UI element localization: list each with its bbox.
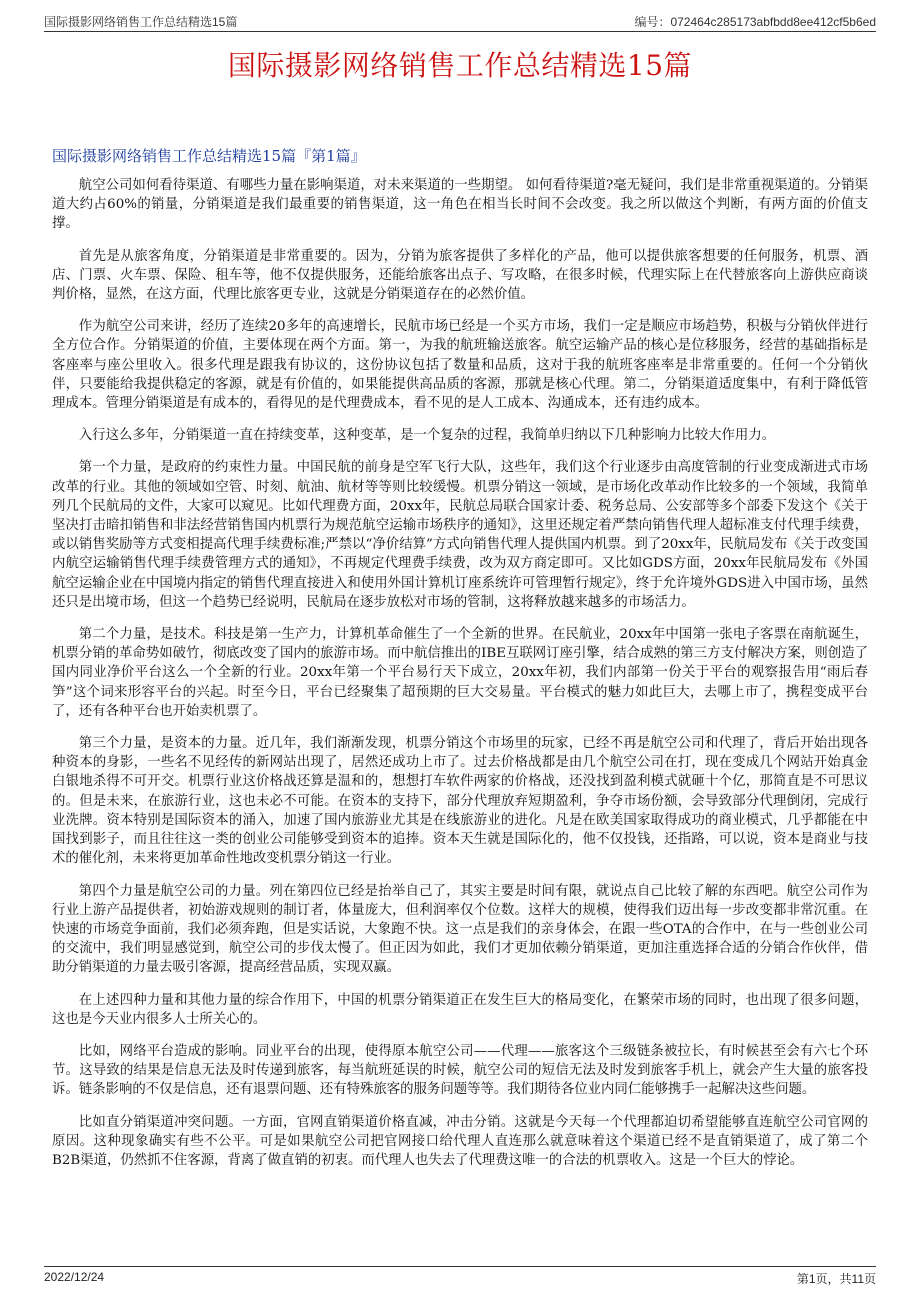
page-header	[44, 14, 876, 30]
paragraph: 航空公司如何看待渠道、有哪些力量在影响渠道，对未来渠道的一些期望。 如何看待渠道?毫无疑问，我们是非常重视渠道的。分销渠道大约占60%的销量，分销渠道是我们最重要的销售渠道，这一角色在相当长时间不会改变。我之所以做这个判断，有两方面的价值支撑。	[52, 178, 868, 232]
paragraph: 在上述四种力量和其他力量的综合作用下，中国的机票分销渠道正在发生巨大的格局变化，在繁荣市场的同时，也出现了很多问题，这也是今天业内很多人士所关心的。	[52, 992, 868, 1027]
paragraph: 第四个力量是航空公司的力量。列在第四位已经是抬举自己了，其实主要是时间有限，就说点自己比较了解的东西吧。航空公司作为行业上游产品提供者，初始游戏规则的制订者，体量庞大，但利润率仅个位数。这样大的规模，使得我们迈出每一步改变都非常沉重。在快速的市场竞争面前，我们必须奔跑，但是实话说，大象跑不快。这一点是我们的亲身体会，在跟一些OTA的合作中，在与一些创业公司的交流中，我们明显感觉到，航空公司的步伐太慢了。但正因为如此，我们才更加依赖分销渠道，更加注重选择合适的分销合作伙伴，借助分销渠道的力量去吸引客源，提高经营品质，实现双赢。	[52, 883, 868, 976]
paragraph: 首先是从旅客角度，分销渠道是非常重要的。因为，分销为旅客提供了多样化的产品，他可以提供旅客想要的任何服务，机票、酒店、门票、火车票、保险、租车等，他不仅提供服务，还能给旅客出点子、写攻略，在很多时候，代理实际上在代替旅客向上游供应商谈判价格，显然，在这方面，代理比旅客更专业，这就是分销渠道存在的必然价值。	[52, 248, 868, 303]
paragraph: 作为航空公司来讲，经历了连续20多年的高速增长，民航市场已经是一个买方市场，我们一定是顺应市场趋势，积极与分销伙伴进行全方位合作。分销渠道的价值，主要体现在两个方面。第一，为我的航班输送旅客。航空运输产品的核心是位移服务，经营的基础指标是客座率与座公里收入。很多代理是跟我有协议的，这份协议包括了数量和品质，这对于我的航班客座率是非常重要的。任何一个分销伙伴，只要能给我提供稳定的客源，就是有价值的，如果能提供高品质的客源，那就是核心代理。第二，分销渠道适度集中，有利于降低管理成本。管理分销渠道是有成本的，看得见的是代理费成本，看不见的是人工成本、沟通成本，还有违约成本。	[52, 319, 868, 412]
header-divider	[44, 31, 876, 32]
footer-date: 2022/12/24	[44, 1270, 105, 1284]
paragraph: 第一个力量，是政府的约束性力量。中国民航的前身是空军飞行大队，这些年，我们这个行业逐步由高度管制的行业变成渐进式市场改革的行业。其他的领域如空管、时刻、航油、航材等等则比较缓慢。机票分销这一领域，是市场化改革动作比较多的一个领域，我简单列几个民航局的文件，大家可以窥见。比如代理费方面，20xx年，民航总局联合国家计委、税务总局、公安部等多个部委下发这个《关于坚决打击暗扣销售和非法经营销售国内机票行为规范航空运输市场秩序的通知》，这里还规定着严禁向销售代理人超标准支付代理手续费，或以销售奖励等方式变相提高代理手续费标准;严禁以“净价结算”方式向销售代理人提供国内机票。到了20xx年，民航局发布《关于改变国内航空运输销售代理手续费管理方式的通知》，不再规定代理费手续费，改为双方商定即可。又比如GDS方面，20xx年民航局发布《外国航空运输企业在中国境内指定的销售代理直接进入和使用外国计算机订座系统许可管理暂行规定》，终于允许境外GDS进入中国市场，虽然还只是出境市场，但这一个趋势已经说明，民航局在逐步放松对市场的管制，这将释放越来越多的市场活力。	[52, 460, 868, 610]
page-footer	[44, 1270, 876, 1287]
paragraph: 比如直分销渠道冲突问题。一方面，官网直销渠道价格直减，冲击分销。这就是今天每一个代理都迫切希望能够直连航空公司官网的原因。这种现象确实有些不公平。可是如果航空公司把官网接口给代理人直连那么就意味着这个渠道已经不是直销渠道了，成了第二个B2B渠道，仍然抓不住客源，背离了做直销的初衷。而代理人也失去了代理费这唯一的合法的机票收入。这是一个巨大的悖论。	[52, 1114, 868, 1168]
paragraph: 比如，网络平台造成的影响。同业平台的出现，使得原本航空公司——代理——旅客这个三级链条被拉长，有时候甚至会有六七个环节。这导致的结果是信息无法及时传递到旅客，每当航班延误的时候，航空公司的短信无法及时发到旅客手机上，就会产生大量的旅客投诉。链条影响的不仅是信息，还有退票问题、还有特殊旅客的服务问题等等。我们期待各位业内同仁能够携手一起解决这些问题。	[52, 1043, 868, 1098]
paragraph: 入行这么多年，分销渠道一直在持续变革，这种变革，是一个复杂的过程，我简单归纳以下几种影响力比较大作用力。	[78, 428, 776, 444]
section-heading: 国际摄影网络销售工作总结精选15篇『第1篇』	[52, 147, 366, 165]
document-body	[52, 176, 868, 1183]
paragraph: 第三个力量，是资本的力量。近几年，我们渐渐发现，机票分销这个市场里的玩家，已经不再是航空公司和代理了，背后开始出现各种资本的身影，一些名不见经传的新网站出现了，居然还成功上市了。过去价格战都是由几个航空公司在打，现在变成几个网站开始真金白银地杀得不可开交。机票行业这价格战还算是温和的，想想打车软件两家的价格战，还没找到盈利模式就砸十个亿，那简直是不可思议的。但是未来，在旅游行业，这也未必不可能。在资本的支持下，部分代理放弃短期盈利，争夺市场份额，会导致部分代理倒闭，完成行业洗牌。资本特别是国际资本的涌入，加速了国内旅游业尤其是在线旅游业的进化。凡是在欧美国家取得成功的商业模式，几乎都能在中国找到影子，而且往往这一类的创业公司能够受到资本的追捧。资本天生就是国际化的，他不仅投钱，还指路，可以说，资本是商业与技术的催化剂，未来将更加革命性地改变机票分销这一行业。	[52, 736, 868, 867]
footer-divider	[44, 1266, 876, 1267]
paragraph: 第二个力量，是技术。科技是第一生产力，计算机革命催生了一个全新的世界。在民航业，20xx年中国第一张电子客票在南航诞生，机票分销的革命势如破竹，彻底改变了国内的旅游市场。而中航信推出的IBE互联网订座引擎，结合成熟的第三方支付解决方案，则创造了国内同业净价平台这么一个全新的行业。20xx年第一个平台易行天下成立，20xx年初，我们内部第一份关于平台的观察报告用“雨后春笋”这个词来形容平台的兴起。时至今日，平台已经聚集了超预期的巨大交易量。平台模式的魅力如此巨大，去哪上市了，携程变成平台了，还有各种平台也开始卖机票了。	[52, 627, 868, 719]
document-title: 国际摄影网络销售工作总结精选15篇	[227, 49, 693, 82]
header-doc-number: 编号：072464c285173abfbdd8ee412cf5b6ed	[634, 15, 876, 29]
footer-page-number: 第1页，共11页	[796, 1272, 876, 1286]
header-doc-title: 国际摄影网络销售工作总结精选15篇	[44, 15, 238, 29]
